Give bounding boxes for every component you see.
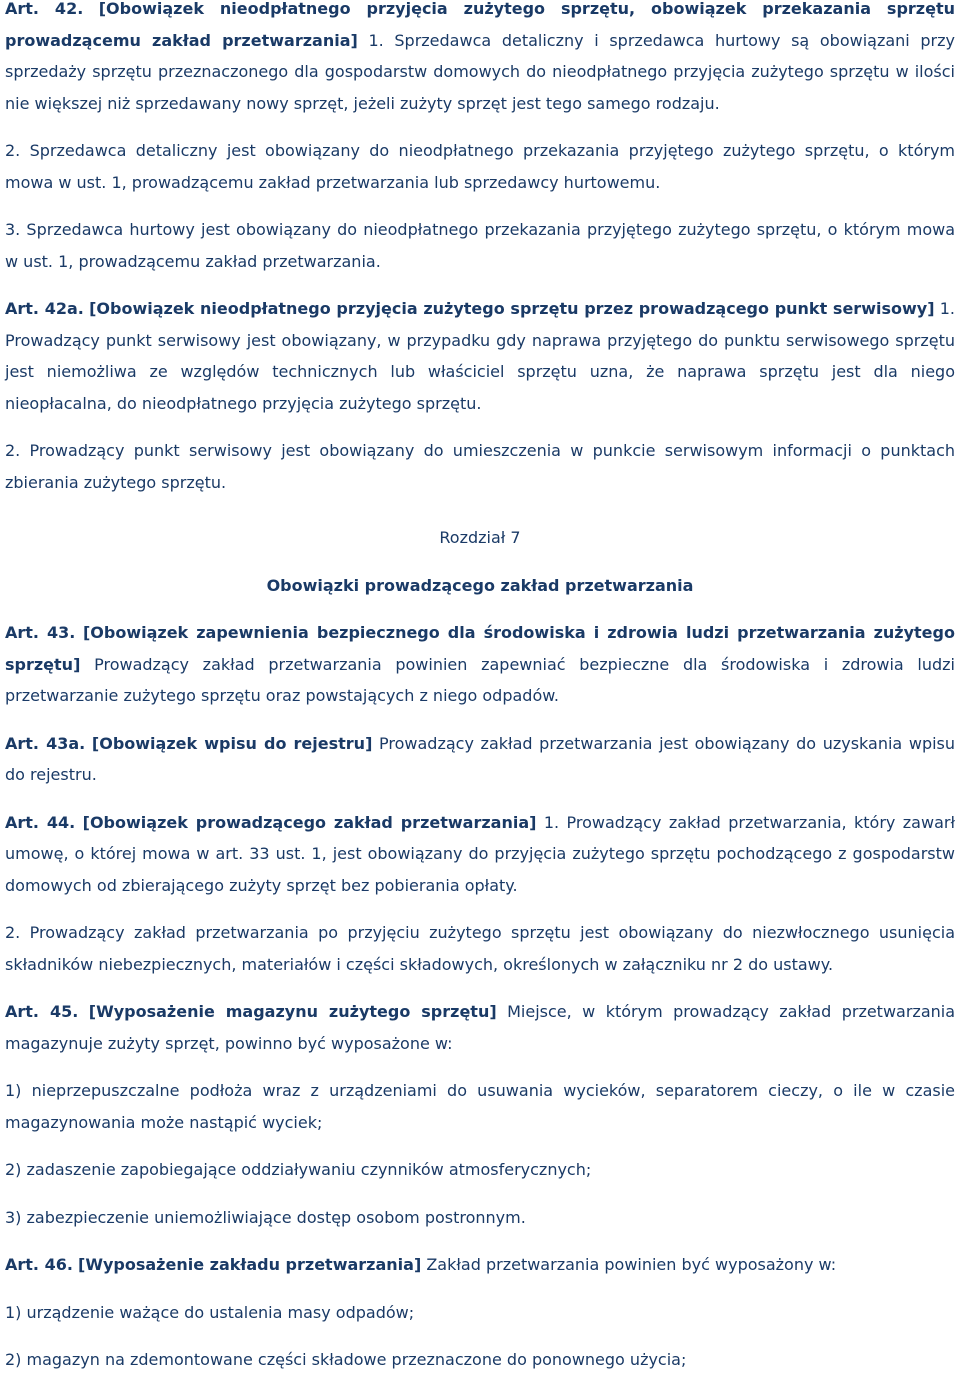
art43a-title: [Obowiązek wpisu do rejestru] <box>91 733 373 753</box>
art45-number: Art. 45. <box>5 1002 79 1021</box>
art43-paragraph <box>5 617 955 712</box>
art46-paragraph <box>5 1249 955 1281</box>
art45-text: Miejsce, w którym prowadzący zakład przetwarzania magazynuje zużyty sprzęt, powinno być wyposażone w: <box>5 1002 956 1053</box>
art45-item-2: 2) zadaszenie zapobiegające oddziaływaniu czynników atmosferycznych; <box>5 1160 592 1179</box>
art44-p1-text: 1. Prowadzący zakład przetwarzania, który zawarł umowę, o której mowa w art. 33 ust. 1, jest obowiązany do przyjęcia zużytego sprzętu pochodzącego z gospodarstw domowych od zbierającego zużyty sprzęt bez pobierania opłaty. <box>5 812 955 895</box>
art42-p1-text: 1. Sprzedawca detaliczny i sprzedawca hurtowy są obowiązani przy sprzedaży sprzętu przeznaczonego dla gospodarstw domowych do nieodpłatnego przyjęcia zużytego sprzętu w ilości nie większej niż sprzedawany nowy sprzęt, jeżeli zużyty sprzęt jest tego samego rodzaju. <box>5 30 955 113</box>
art44-title: [Obowiązek prowadzącego zakład przetwarzania] <box>82 812 537 832</box>
art42-number: Art. 42. <box>5 0 84 18</box>
art44-number: Art. 44. <box>5 812 76 832</box>
art42-paragraph-3: 3. Sprzedawca hurtowy jest obowiązany do nieodpłatnego przekazania przyjętego zużytego sprzętu, o którym mowa w ust. 1, prowadzącemu zakład przetwarzania. <box>5 220 955 271</box>
art42a-paragraph-1 <box>5 293 955 419</box>
art42-title: [Obowiązek nieodpłatnego przyjęcia zużytego sprzętu, obowiązek przekazania sprzętu prowadzącemu zakład przetwarzania] <box>5 0 955 50</box>
art44-paragraph-2: 2. Prowadzący zakład przetwarzania po przyjęciu zużytego sprzętu jest obowiązany do niezwłocznego usunięcia składników niebezpiecznych, materiałów i części składowych, określonych w załączniku nr 2 do ustawy. <box>5 923 955 974</box>
art42a-paragraph-2: 2. Prowadzący punkt serwisowy jest obowiązany do umieszczenia w punkcie serwisowym informacji o punktach zbierania zużytego sprzętu. <box>5 441 955 492</box>
art45-item-3: 3) zabezpieczenie uniemożliwiające dostęp osobom postronnym. <box>5 1207 526 1227</box>
art42-paragraph-1 <box>5 0 955 119</box>
art43a-number: Art. 43a. <box>5 733 86 753</box>
art43-number: Art. 43. <box>5 623 76 642</box>
art46-number: Art. 46. <box>5 1255 73 1274</box>
art43-text: Prowadzący zakład przetwarzania powinien zapewniać bezpieczne dla środowiska i zdrowia ludzi przetwarzanie zużytego sprzętu oraz powstających z niego odpadów. <box>5 654 956 705</box>
art42a-number: Art. 42a. <box>5 299 84 318</box>
art45-title: [Wyposażenie magazynu zużytego sprzętu] <box>88 1002 497 1021</box>
art42a-p1-text: 1. Prowadzący punkt serwisowy jest obowiązany, w przypadku gdy naprawa przyjętego do punktu serwisowego sprzętu jest niemożliwa ze względów technicznych lub właściciel sprzętu uzna, że naprawa sprzętu jest dla niego nieopłacalna, do nieodpłatnego przyjęcia zużytego sprzętu. <box>5 299 956 413</box>
art46-title: [Wyposażenie zakładu przetwarzania] <box>78 1255 422 1274</box>
chapter-title: Obowiązki prowadzącego zakład przetwarzania <box>266 575 694 595</box>
art43a-paragraph <box>5 728 955 791</box>
chapter-label: Rozdział 7 <box>439 528 521 547</box>
art43-title: [Obowiązek zapewnienia bezpiecznego dla środowiska i zdrowia ludzi przetwarzania zużytego sprzętu] <box>5 623 955 674</box>
art42a-title: [Obowiązek nieodpłatnego przyjęcia zużytego sprzętu przez prowadzącego punkt serwisowy] <box>89 299 935 318</box>
art46-item-2: 2) magazyn na zdemontowane części składowe przeznaczone do ponownego użycia; <box>5 1350 687 1369</box>
art45-item-1: 1) nieprzepuszczalne podłoża wraz z urządzeniami do usuwania wycieków, separatorem cieczy, o ile w czasie magazynowania może nastąpić wyciek; <box>5 1081 955 1132</box>
art46-item-1: 1) urządzenie ważące do ustalenia masy odpadów; <box>5 1302 415 1322</box>
art44-paragraph-1 <box>5 807 955 902</box>
art42-paragraph-2: 2. Sprzedawca detaliczny jest obowiązany do nieodpłatnego przekazania przyjętego zużytego sprzętu, o którym mowa w ust. 1, prowadzącemu zakład przetwarzania lub sprzedawcy hurtowemu. <box>5 141 955 192</box>
art43a-text: Prowadzący zakład przetwarzania jest obowiązany do uzyskania wpisu do rejestru. <box>5 733 956 784</box>
art46-text: Zakład przetwarzania powinien być wyposażony w: <box>426 1255 837 1274</box>
art45-paragraph <box>5 996 955 1059</box>
